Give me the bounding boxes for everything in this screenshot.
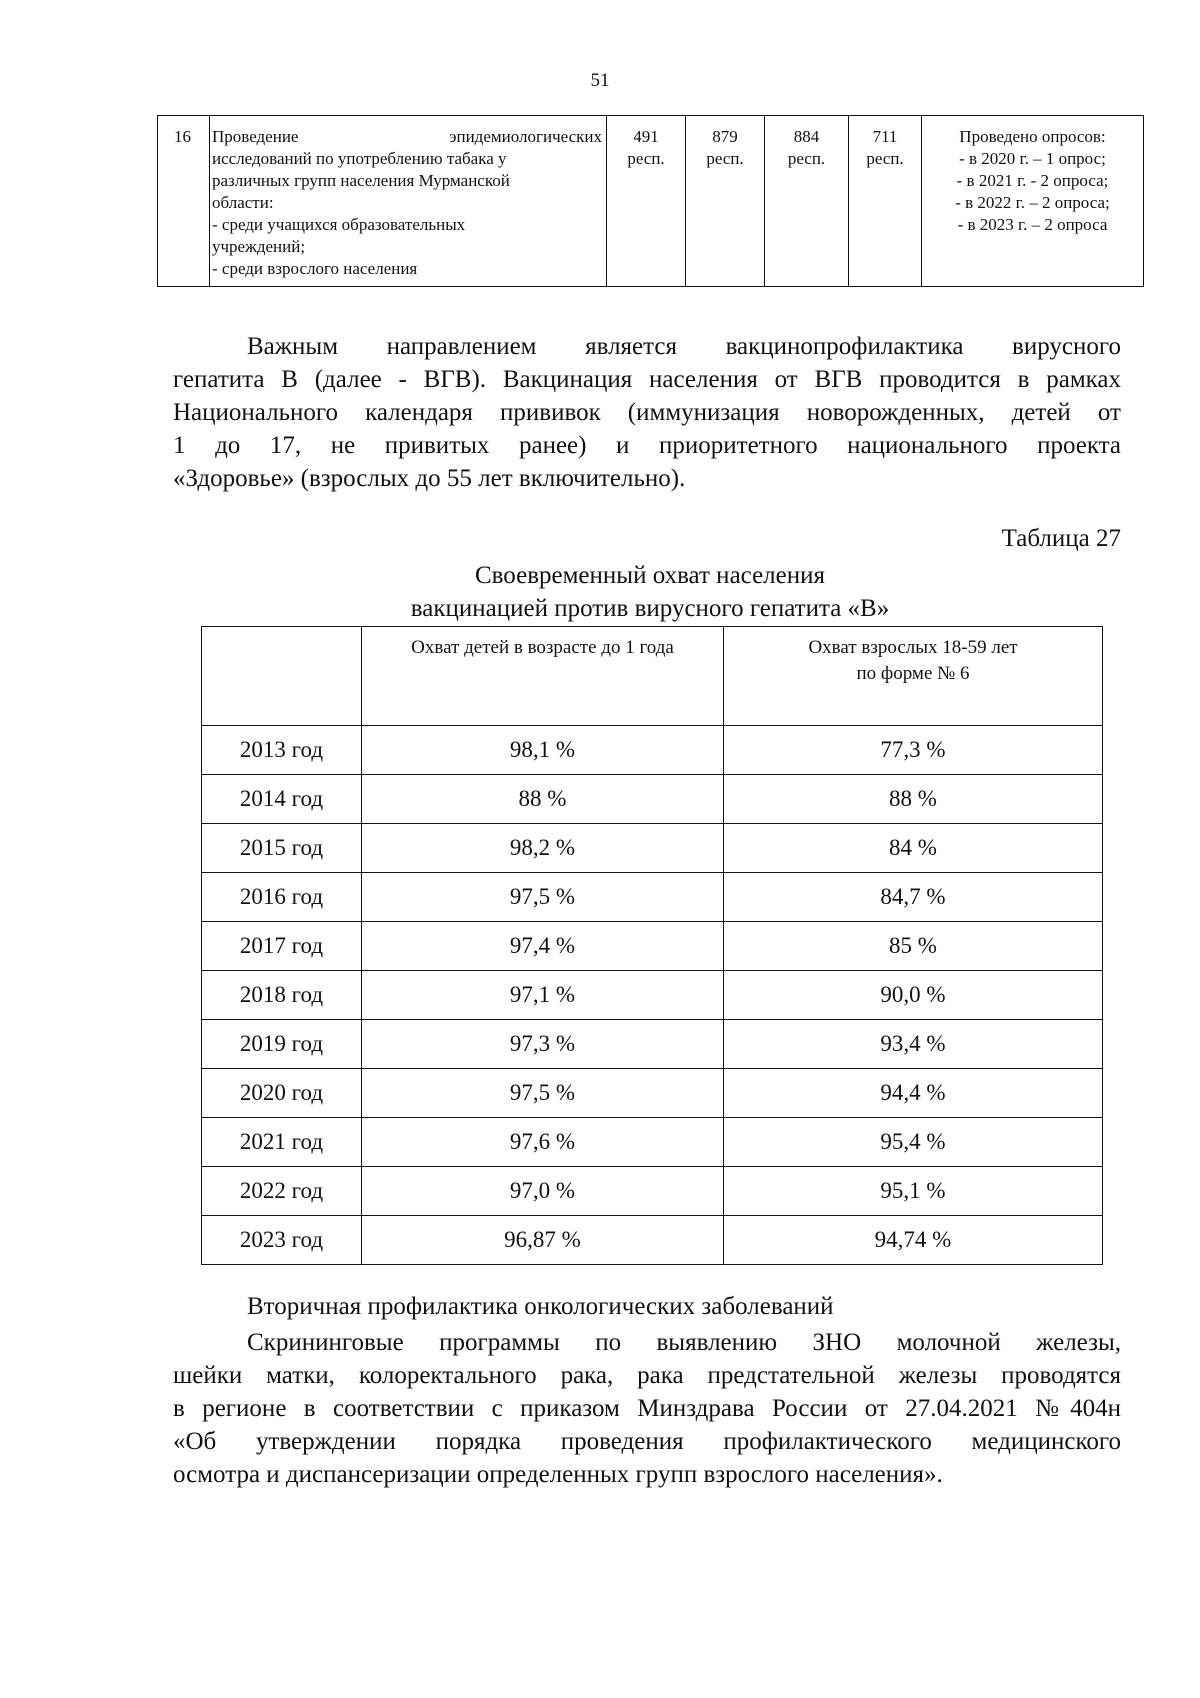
description-line: Проведение эпидемиологических <box>212 127 602 146</box>
value-cell <box>607 116 686 287</box>
value-cell <box>686 116 765 287</box>
row-description <box>210 116 607 287</box>
page-number: 51 <box>590 70 610 91</box>
adults-coverage-cell: 95,4 % <box>724 1118 1103 1167</box>
children-coverage-cell: 97,6 % <box>362 1118 724 1167</box>
table-row <box>202 922 1103 971</box>
table-row <box>202 971 1103 1020</box>
paragraph-line: Важным направлением является вакцинопрофилактика вирусного <box>247 333 1121 360</box>
coverage-table <box>201 626 1103 1265</box>
children-coverage-cell: 97,1 % <box>362 971 724 1020</box>
adults-coverage-cell: 94,74 % <box>724 1216 1103 1265</box>
adults-coverage-cell: 90,0 % <box>724 971 1103 1020</box>
year-cell: 2020 год <box>202 1069 362 1118</box>
adults-coverage-cell: 77,3 % <box>724 726 1103 775</box>
header-adults-line: Охват взрослых 18-59 лет <box>808 637 1018 658</box>
year-cell: 2014 год <box>202 775 362 824</box>
children-coverage-cell: 97,0 % <box>362 1167 724 1216</box>
table-row <box>202 1118 1103 1167</box>
description-line: различных групп населения Мурманской <box>212 171 510 190</box>
description-line: - среди взрослого населения <box>212 259 418 278</box>
note-line: - в 2020 г. – 1 опрос; <box>959 149 1106 168</box>
value-count: 884 <box>793 127 820 146</box>
description-line: исследований по употреблению табака у <box>212 149 507 168</box>
table-row <box>202 775 1103 824</box>
section-subheading: Вторичная профилактика онкологических заболеваний <box>247 1293 834 1320</box>
value-unit: респ. <box>787 149 826 168</box>
table-title <box>0 559 1200 625</box>
paragraph-line: «Об утверждении порядка проведения профилактического медицинского <box>173 1428 1121 1455</box>
children-coverage-cell: 88 % <box>362 775 724 824</box>
value-count: 879 <box>712 127 738 146</box>
year-cell: 2015 год <box>202 824 362 873</box>
table-row <box>202 1069 1103 1118</box>
year-cell: 2017 год <box>202 922 362 971</box>
adults-coverage-cell: 85 % <box>724 922 1103 971</box>
table-title-line: Своевременный охват населения <box>475 562 825 589</box>
header-children: Охват детей в возрасте до 1 года <box>362 627 724 726</box>
value-count: 711 <box>872 127 898 146</box>
value-count: 491 <box>633 127 659 146</box>
table-row <box>202 873 1103 922</box>
table-row <box>202 824 1103 873</box>
children-coverage-cell: 97,5 % <box>362 873 724 922</box>
continuation-table <box>157 115 1144 287</box>
description-line: - среди учащихся образовательных <box>212 215 466 234</box>
children-coverage-cell: 98,1 % <box>362 726 724 775</box>
table-row <box>202 726 1103 775</box>
adults-coverage-cell: 93,4 % <box>724 1020 1103 1069</box>
year-cell: 2013 год <box>202 726 362 775</box>
year-cell: 2016 год <box>202 873 362 922</box>
year-cell: 2019 год <box>202 1020 362 1069</box>
description-line: учреждений; <box>212 237 306 256</box>
paragraph-line: 1 до 17, не привитых ранее) и приоритетного национального проекта <box>173 432 1121 459</box>
children-coverage-cell: 96,87 % <box>362 1216 724 1265</box>
header-year <box>202 627 362 726</box>
year-cell: 2021 год <box>202 1118 362 1167</box>
year-cell: 2018 год <box>202 971 362 1020</box>
note-line: - в 2022 г. – 2 опроса; <box>955 193 1110 212</box>
table-row <box>158 116 1144 287</box>
value-unit: респ. <box>627 149 665 168</box>
paragraph-vaccination <box>173 330 1121 495</box>
paragraph-line: в регионе в соответствии с приказом Минздрава России от 27.04.2021 №404н <box>173 1395 1121 1422</box>
year-cell: 2022 год <box>202 1167 362 1216</box>
note-line: - в 2021 г. - 2 опроса; <box>956 171 1109 190</box>
table-row <box>202 1216 1103 1265</box>
paragraph-screening <box>173 1326 1121 1491</box>
children-coverage-cell: 97,3 % <box>362 1020 724 1069</box>
paragraph-line: осмотра и диспансеризации определенных групп взрослого населения». <box>173 1461 943 1488</box>
table-row <box>202 1020 1103 1069</box>
table-caption: Таблица 27 <box>1001 525 1121 552</box>
paragraph-line: «Здоровье» (взрослых до 55 лет включительно). <box>173 465 686 492</box>
paragraph-line: гепатита В (далее - ВГВ). Вакцинация населения от ВГВ проводится в рамках <box>173 366 1121 393</box>
adults-coverage-cell: 94,4 % <box>724 1069 1103 1118</box>
row-number: 16 <box>158 116 210 287</box>
children-coverage-cell: 97,4 % <box>362 922 724 971</box>
paragraph-line: шейки матки, колоректального рака, рака предстательной железы проводятся <box>173 1362 1121 1389</box>
year-cell: 2023 год <box>202 1216 362 1265</box>
adults-coverage-cell: 88 % <box>724 775 1103 824</box>
value-cell <box>765 116 849 287</box>
children-coverage-cell: 98,2 % <box>362 824 724 873</box>
children-coverage-cell: 97,5 % <box>362 1069 724 1118</box>
note-line: Проведено опросов: <box>959 127 1106 146</box>
paragraph-line: Национального календаря прививок (иммунизация новорожденных, детей от <box>173 399 1121 426</box>
header-adults-line: по форме № 6 <box>856 663 970 684</box>
table-title-line: вакцинацией против вирусного гепатита «В» <box>410 595 890 622</box>
description-line: области: <box>212 193 274 212</box>
adults-coverage-cell: 95,1 % <box>724 1167 1103 1216</box>
note-cell <box>922 116 1144 287</box>
value-cell <box>849 116 922 287</box>
paragraph-line: Скрининговые программы по выявлению ЗНО молочной железы, <box>247 1329 1121 1356</box>
note-line: - в 2023 г. – 2 опроса <box>957 215 1108 234</box>
header-adults <box>724 627 1103 726</box>
adults-coverage-cell: 84,7 % <box>724 873 1103 922</box>
adults-coverage-cell: 84 % <box>724 824 1103 873</box>
table-row <box>202 1167 1103 1216</box>
table-header-row <box>202 627 1103 726</box>
value-unit: респ. <box>706 149 744 168</box>
value-unit: респ. <box>866 149 904 168</box>
